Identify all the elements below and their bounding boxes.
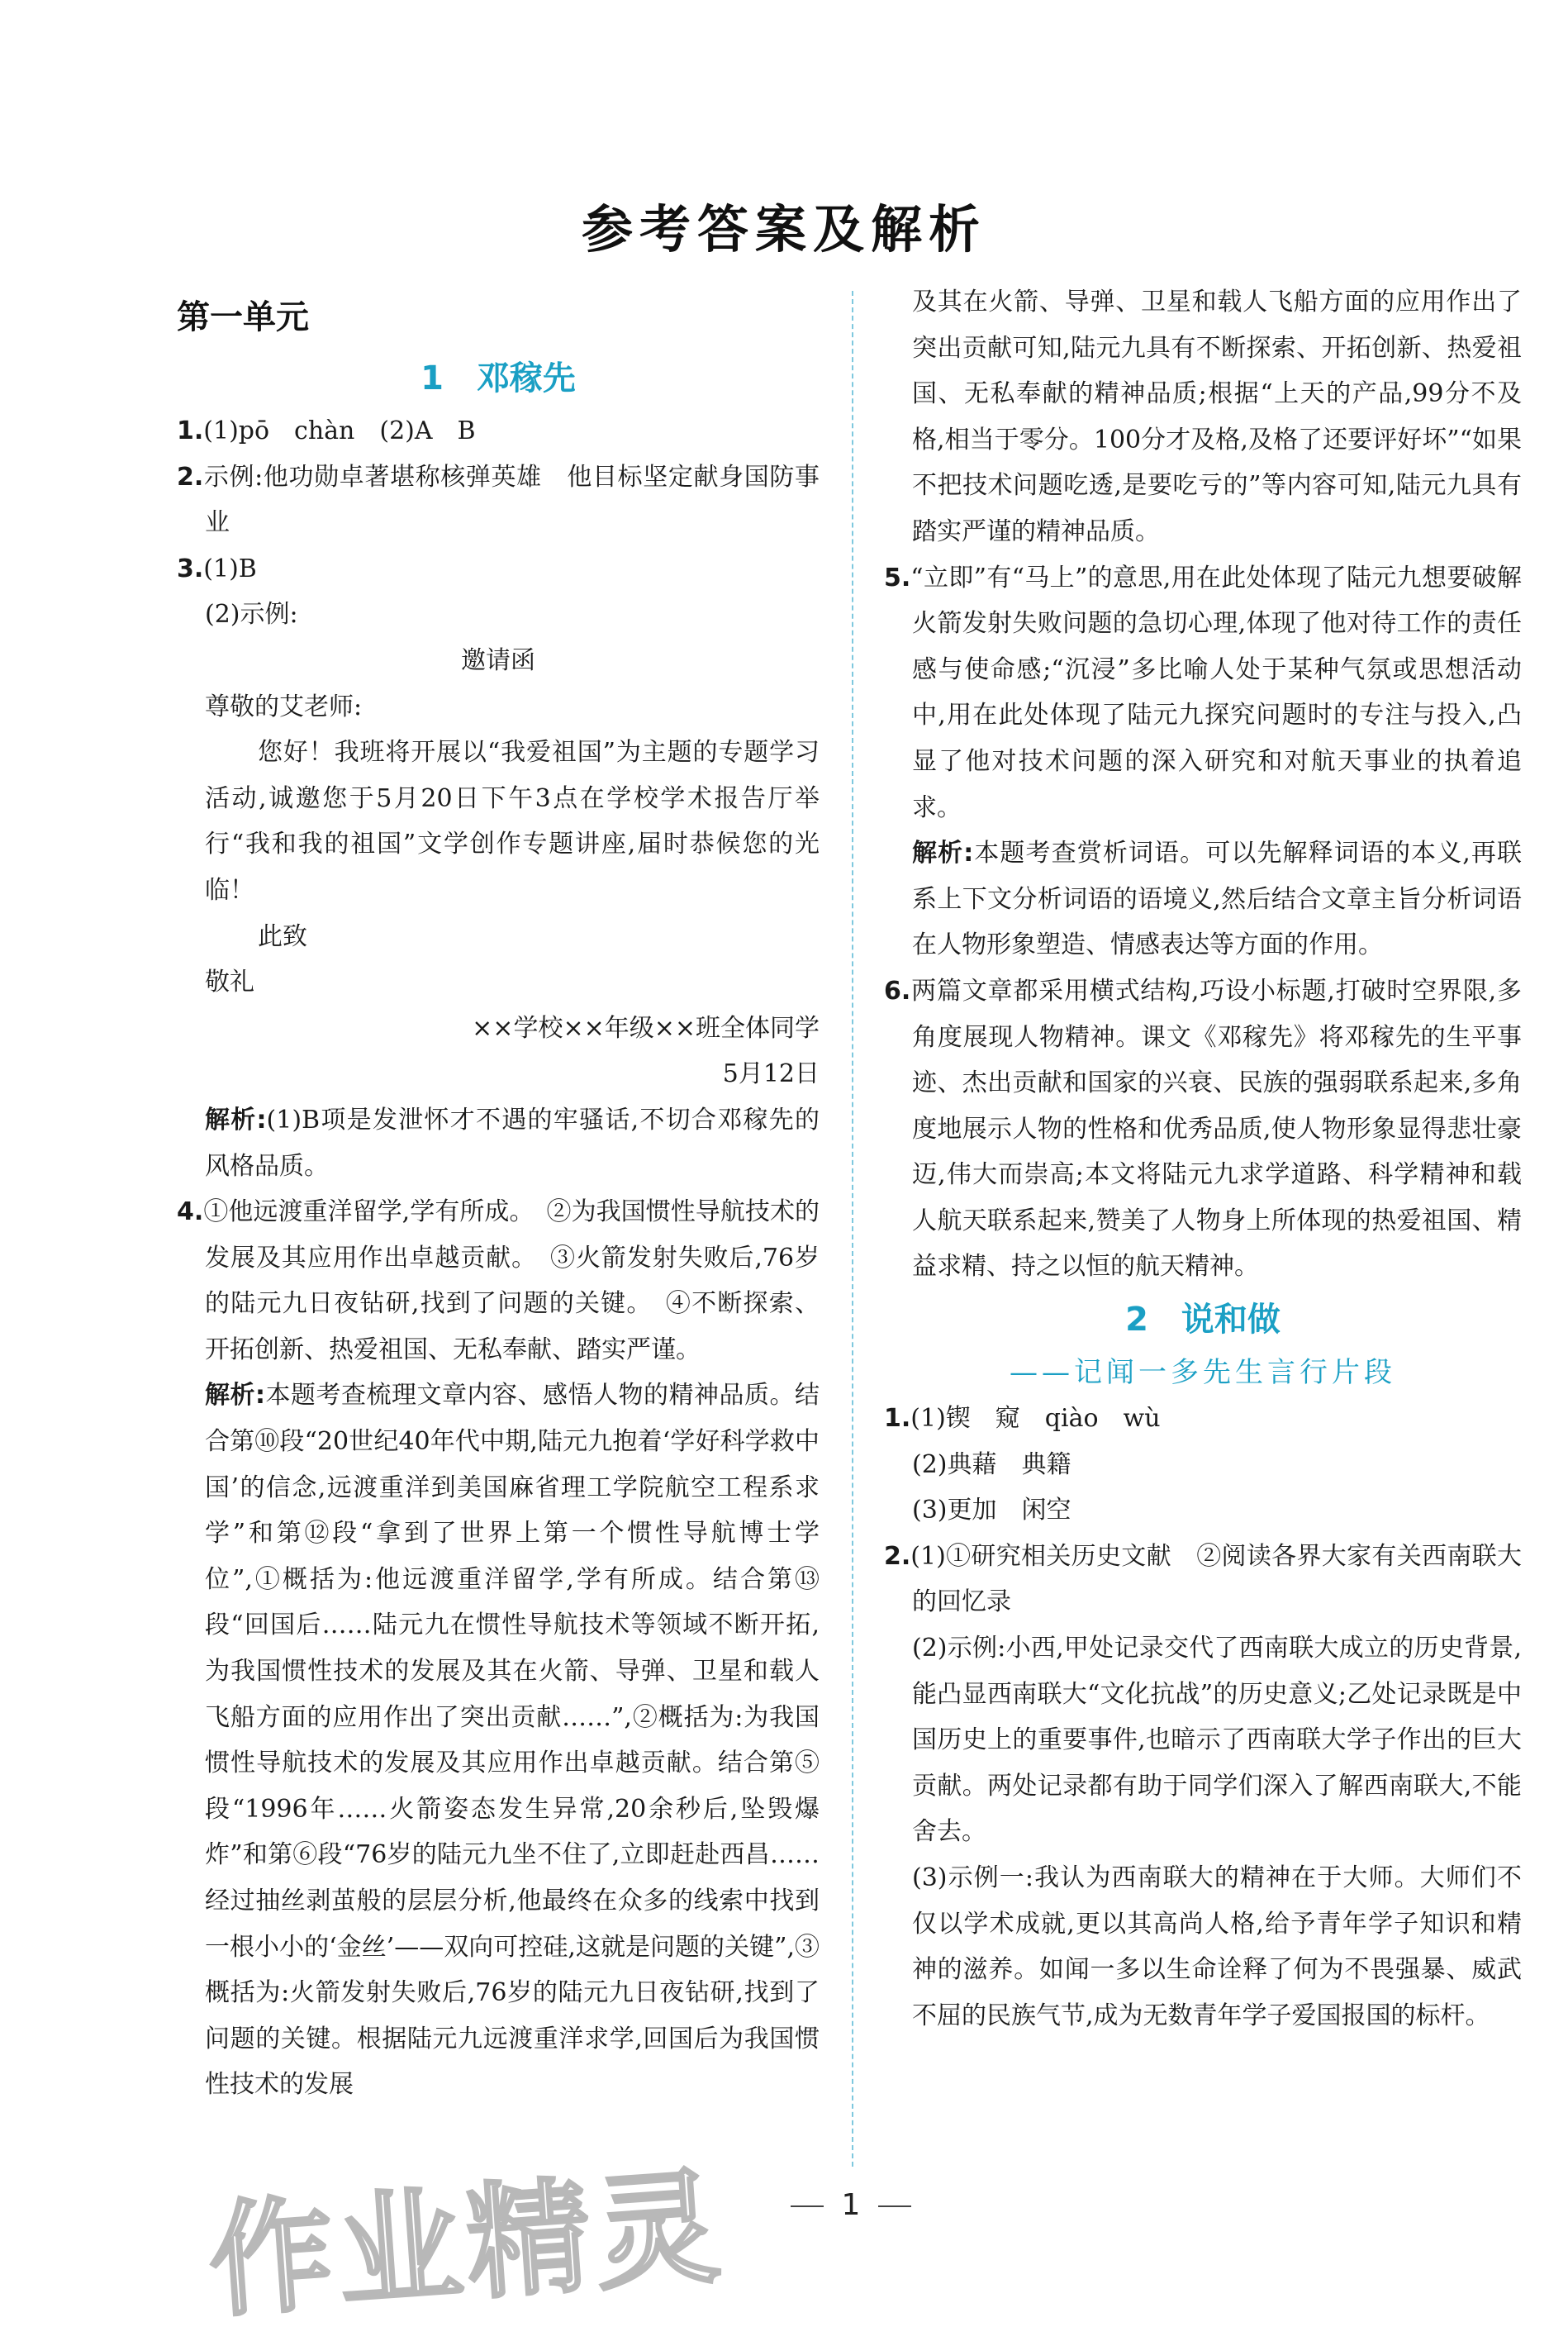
- analysis-4-cont: 及其在火箭、导弹、卫星和载人飞船方面的应用作出了突出贡献可知,陆元九具有不断探索、开拓创新、热爱祖国、无私奉献的精神品质;根据“上天的产品,99分不及格,相当于零分。100分才及格,及格了还要评好坏”“如果不把技术问题吃透,是要吃亏的”等内容可知,陆元九具有踏实严谨的精神品质。: [912, 288, 1522, 546]
- answer-2: 2.示例:他功勋卓著堪称核弹英雄 他目标坚定献身国防事业: [177, 462, 820, 538]
- analysis-3: 解析:(1)B项是发泄怀才不遇的牢骚话,不切合邓稼先的风格品质。: [205, 1105, 820, 1181]
- unit-heading: 第一单元: [177, 298, 309, 336]
- letter-closing-2: 敬礼: [205, 968, 254, 997]
- l2-answer-1: 1.(1)锲 窥 qiào wù: [884, 1404, 1161, 1434]
- analysis-5: 解析:本题考查赏析词语。可以先解释词语的本义,再联系上下文分析词语的语境义,然后结合文章主旨分析词语在人物形象塑造、情感表达等方面的作用。: [912, 839, 1522, 960]
- l2-answer-2: 2.(1)①研究相关历史文献 ②阅读各界大家有关西南联大的回忆录: [884, 1541, 1522, 1617]
- answer-5: 5.“立即”有“马上”的意思,用在此处体现了陆元九想要破解火箭发射失败问题的急切心理,体现了他对待工作的责任感与使命感;“沉浸”多比喻人处于某种气氛或思想活动中,用在此处体现了陆元九探究问题时的专注与投入,凸显了他对技术问题的深入研究和对航天事业的执着追求。: [884, 563, 1522, 822]
- page-number: 1: [0, 2188, 1568, 2222]
- l2-answer-1-part3: (3)更加 闲空: [912, 1496, 1071, 1525]
- l2-answer-2-part3: (3)示例一:我认为西南联大的精神在于大师。大师们不仅以学术成就,更以其高尚人格,给予青年学子知识和精神的滋养。如闻一多以生命诠释了何为不畏强暴、威武不屈的民族气节,成为无数青年学子爱国报国的标杆。: [912, 1863, 1522, 2030]
- letter-title: 邀请函: [461, 645, 535, 675]
- dash-left: [791, 2205, 824, 2207]
- analysis-4: 解析:本题考查梳理文章内容、感悟人物的精神品质。结合第⑩段“20世纪40年代中期,陆元九抱着‘学好科学救中国’的信念,远渡重洋到美国麻省理工学院航空工程系求学”和第⑫段“拿到了世界上第一个惯性导航博士学位”,①概括为:他远渡重洋留学,学有所成。结合第⑬段“回国后……陆元九在惯性导航技术等领域不断开拓,为我国惯性技术的发展及其在火箭、导弹、卫星和载人飞船方面的应用作出了突出贡献……”,②概括为:为我国惯性导航技术的发展及其应用作出卓越贡献。结合第⑤段“1996年……火箭姿态发生异常,20余秒后,坠毁爆炸”和第⑥段“76岁的陆元九坐不住了,立即赶赴西昌……经过抽丝剥茧般的层层分析,他最终在众多的线索中找到一根小小的‘金丝’——双向可控硅,这就是问题的关键”,③概括为:火箭发射失败后,76岁的陆元九日夜钻研,找到了问题的关键。根据陆元九远渡重洋求学,回国后为我国惯性技术的发展: [205, 1381, 820, 2100]
- right-column: [884, 279, 1522, 2039]
- left-column: [177, 291, 820, 2108]
- lesson-2-subtitle: ——记闻一多先生言行片段: [1010, 1356, 1396, 1390]
- letter-salutation: 尊敬的艾老师:: [205, 692, 363, 721]
- letter-signature: ××学校××年级××班全体同学: [472, 1013, 820, 1043]
- lesson-2-title: 2 说和做: [1125, 1301, 1281, 1339]
- l2-answer-1-part2: (2)典藉 典籍: [912, 1449, 1071, 1479]
- column-divider: [852, 291, 853, 2167]
- l2-answer-2-part2: (2)示例:小西,甲处记录交代了西南联大成立的历史背景,能凸显西南联大“文化抗战”的历史意义;乙处记录既是中国历史上的重要事件,也暗示了西南联大学子作出的巨大贡献。两处记录都有助于同学们深入了解西南联大,不能舍去。: [912, 1634, 1522, 1847]
- letter-body: 您好！我班将开展以“我爱祖国”为主题的专题学习活动,诚邀您于5月20日下午3点在学校学术报告厅举行“我和我的祖国”文学创作专题讲座,届时恭候您的光临！: [205, 738, 820, 905]
- answer-3: 3.(1)B: [177, 554, 257, 583]
- page-title: 参考答案及解析: [581, 199, 986, 259]
- lesson-1-title: 1 邓稼先: [421, 359, 576, 397]
- answer-6: 6.两篇文章都采用横式结构,巧设小标题,打破时空界限,多角度展现人物精神。课文《邓稼先》将邓稼先的生平事迹、杰出贡献和国家的兴衰、民族的强弱联系起来,多角度地展示人物的性格和优秀品质,使人物形象显得悲壮豪迈,伟大而崇高;本文将陆元九求学道路、科学精神和载人航天联系起来,赞美了人物身上所体现的热爱祖国、精益求精、持之以恒的航天精神。: [884, 976, 1522, 1282]
- watermark-logo: 作业精灵: [204, 2155, 729, 2335]
- answer-4: 4.①他远渡重洋留学,学有所成。 ②为我国惯性导航技术的发展及其应用作出卓越贡献。 ③火箭发射失败后,76岁的陆元九日夜钻研,找到了问题的关键。 ④不断探索、开拓创新、热爱祖国、无私奉献、踏实严谨。: [177, 1197, 820, 1364]
- letter-date: 5月12日: [722, 1059, 820, 1089]
- dash-right: [878, 2205, 911, 2207]
- letter-closing-1: 此致: [258, 921, 307, 951]
- answer-1: 1.(1)pō chàn (2)A B: [177, 416, 476, 445]
- answer-3-part2: (2)示例:: [205, 600, 298, 630]
